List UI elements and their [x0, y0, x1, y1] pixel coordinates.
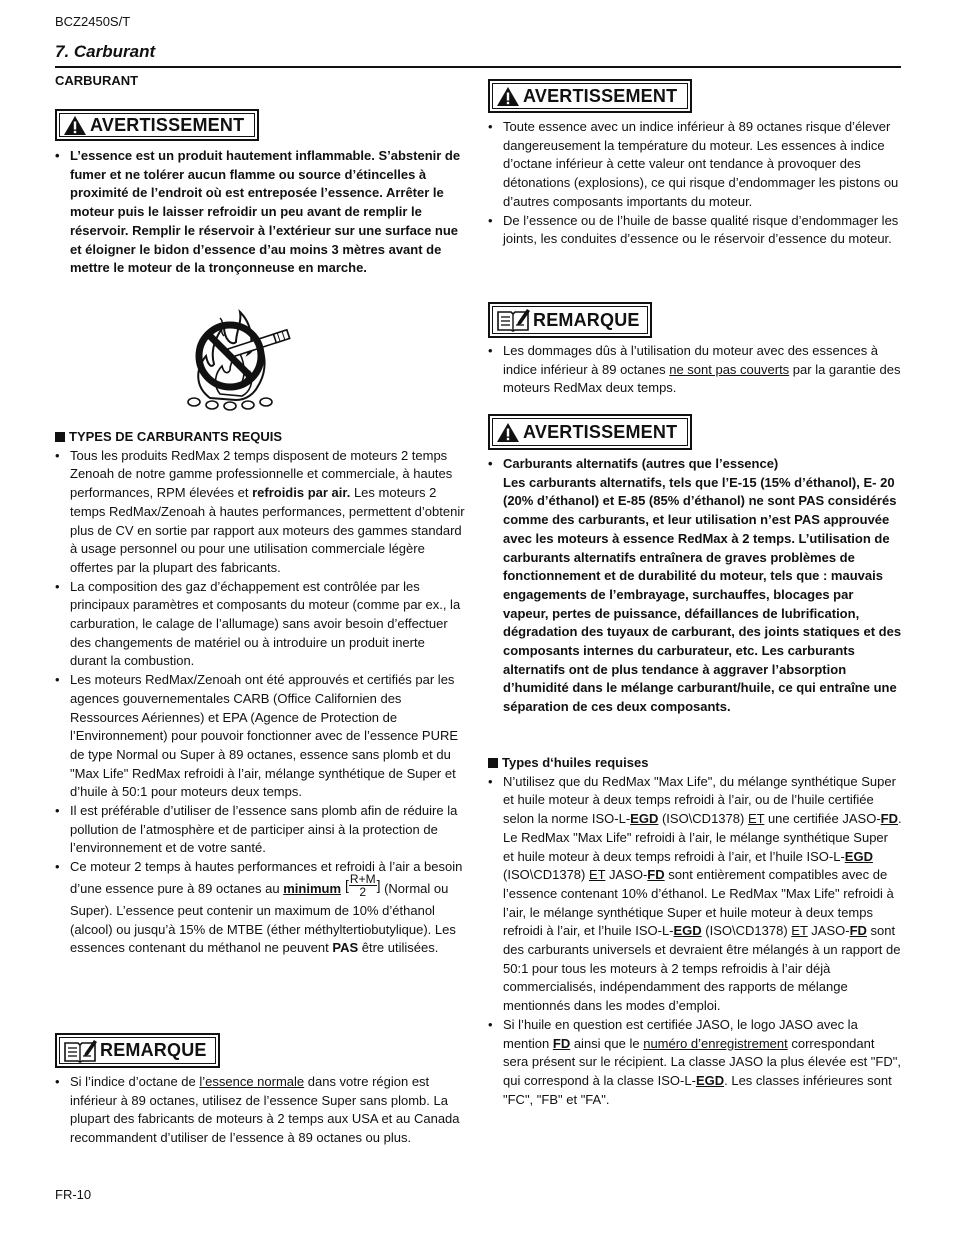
list-item: • La composition des gaz d’échappement est contrôlée par les principaux paramètres et composants du moteur (comme par ex., la carburation, le calage de l’allumage) sans avoir besoin d’effectuer des changements de matériel ou à introduire un produit inerte durant la combustion. [55, 578, 465, 672]
list-item: • Si l’indice d’octane de l’essence normale dans votre région est inférieur à 89 octanes, utilisez de l’essence Super sans plomb. La plupart des fabricants de moteurs à 2 temps aux USA et au Canada recommandent d’utiliser de l’essence à 89 octanes ou plus. [55, 1073, 465, 1148]
oil-types-heading: Types d‘huiles requises [488, 754, 902, 773]
list-item: • L’essence est un produit hautement inflammable. S’abstenir de fumer et ne tolérer aucun flamme ou source d’étincelles à proximité de l’endroit où est entreposée l’essence. Arrêter le moteur puis le laisser refroidir un peu avant de remplir le réservoir. Remplir le réservoir à l’extérieur sur une surface nue et éloigner le bidon d’essence d’au moins 3 mètres avant de mettre le moteur de la tronçonneuse en marche. [55, 147, 465, 278]
note-label-box [488, 302, 652, 338]
model-number: BCZ2450S/T [55, 14, 131, 29]
warning-label: AVERTISSEMENT [523, 421, 678, 442]
list-item [488, 455, 902, 717]
warning-triangle-icon [496, 86, 520, 107]
list-item: • N’utilisez que du RedMax "Max Life", du mélange synthétique Super et huile moteur à deux temps refroidi à l’air, ou de l’huile certifiée selon la norme ISO-L-EGD (ISO\CD1378) ET une certifiée JASO-FD. Le RedMax "Max Life" refroidi à l’air, le mélange synthétique Super et huile moteur à deux temps refroidi à l’air, et l’huile ISO-L-EGD (ISO\CD1378) ET JASO-FD sont entièrement compatibles avec de l’essence contenant 10% d’éthanol. Le RedMax "Max Life" refroidi à l’air, le mélange synthétique Super et huile moteur à deux temps refroidi à l’air, et l’huile ISO-L-EGD (ISO\CD1378) ET JASO-FD sont des carburants universels et devraient être mélangés à un rapport de 50:1 pour tous les moteurs à 2 temps refroidis à l’air déjà commercialisés, indépendamment des rapports de mélange mentionnés dans les modes d’emploi. [488, 773, 902, 1016]
warning-label: AVERTISSEMENT [523, 85, 678, 106]
page-number: FR-10 [55, 1187, 92, 1202]
warning-label: AVERTISSEMENT [90, 114, 245, 135]
octane-warning-text [488, 118, 902, 249]
book-pencil-icon [496, 308, 530, 332]
fuel-types-section [55, 428, 465, 958]
list-item: • Ce moteur 2 temps à hautes performances et refroidi à l’air a besoin d’une essence pure à 89 octanes au minimum [ R+M 2 ] (Normal ou Super). L’essence peut contenir un maximum de 10% d’éthanol (alcool) ou jusqu’à 15% de MTBE (éther méthyltertiobutylique). Les essences contenant du méthanol ne peuvent PAS être utilisées. [55, 858, 465, 958]
fuel-types-heading: TYPES DE CARBURANTS REQUIS [55, 428, 465, 447]
list-item: • Toute essence avec un indice inférieur à 89 octanes risque d’élever dangereusement la température du moteur. Les essences à indice d’octane inférieur à cette valeur ont tendance à provoquer des détonations (explosions), ce qui risque d’endommager les pistons ou d’autres composants importants du moteur. [488, 118, 902, 212]
warning-triangle-icon [496, 422, 520, 443]
list-item: • Tous les produits RedMax 2 temps disposent de moteurs 2 temps Zenoah de notre gamme professionnelle et commerciale, à hautes performances, RPM élevées et refroidis par air. Les moteurs 2 temps RedMax/Zenoah à hautes performances, permettent d’obtenir plus de CV en sortie par rapport aux moteurs des gammes standard à usage personnel ou pour une utilisation commerciale légère offertes par la plupart des fabricants. [55, 447, 465, 578]
no-fire-no-smoking-icon [180, 306, 298, 412]
alt-fuels-warning-text [488, 455, 902, 717]
alt-fuels-body: Les carburants alternatifs, tels que l’E-15 (15% d’éthanol), E- 20 (20% d’éthanol) et E-85 (85% d’éthanol) ne sont PAS considérés comme des carburants, et leur utilisation n’est PAS approuvée avec les moteurs à essence RedMax à 2 temps. L’utilisation de carburants alternatifs entraînera de graves problèmes de fonctionnement et de durabilité du moteur, tels que : mauvais engagements de l’embrayage, surchauffes, blocages par vapeur, pertes de puissance, défaillances de lubrification, dégradation des tuyaux de carburant, des joints statiques et des composants internes du carburateur, etc. Les carburants alternatifs ont de plus tendance à aggraver l’absorption d’humidité dans le mélange carburant/huile, ce qui entraîne une séparation de ces deux composants. [503, 474, 902, 715]
book-pencil-icon [63, 1039, 97, 1063]
warning-label-box [488, 79, 692, 113]
list-item: • Il est préférable d’utiliser de l’essence sans plomb afin de réduire la pollution de l’atmosphère et de participer ainsi à la protection de l’environnement et de votre santé. [55, 802, 465, 858]
note-label: REMARQUE [100, 1040, 207, 1060]
warning-label-box [55, 109, 259, 141]
warning-label-box [488, 414, 692, 450]
warning-triangle-icon [63, 115, 87, 136]
note-label: REMARQUE [533, 309, 640, 330]
note-label-box [55, 1033, 220, 1068]
list-item: • Les dommages dûs à l’utilisation du moteur avec des essences à indice inférieur à 89 octanes ne sont pas couverts par la garantie des moteurs RedMax deux temps. [488, 342, 902, 398]
alt-fuels-title: • Carburants alternatifs (autres que l’essence) [503, 456, 779, 471]
list-item: • Les moteurs RedMax/Zenoah ont été approuvés et certifiés par les agences gouvernementales CARB (Office Californien des Ressources Aériennes) et EPA (Agence de Protection de l’Environnement) pour pouvoir fonctionner avec de l’essence PURE de type Normal ou Super à 89 octanes, essence sans plomb et du "Max Life" RedMax refroidi à l’air, mélange synthétique de Super et d’huile à 50:1 pour moteurs deux temps. [55, 671, 465, 802]
octane-formula: [ R+M 2 ] [345, 871, 381, 899]
list-item: • De l’essence ou de l’huile de basse qualité risque d’endommager les joints, les conduites d’essence ou le réservoir d’essence du moteur. [488, 212, 902, 249]
oil-types-section [488, 754, 902, 1109]
note-text-right [488, 342, 902, 398]
note-text-left [55, 1073, 465, 1148]
list-item: • Si l’huile en question est certifiée JASO, le logo JASO avec la mention FD ainsi que le numéro d’enregistrement correspondant sera présent sur le récipient. La classe JASO la plus élevée est "FD", qui correspond à la classe ISO-L-EGD. Les classes inférieures sont "FC", "FB" et "FA". [488, 1016, 902, 1110]
section-title: 7. Carburant [55, 42, 156, 61]
square-bullet-icon [488, 758, 498, 768]
fire-warning-text [55, 147, 465, 278]
title-divider [55, 66, 901, 68]
section-subhead: CARBURANT [55, 73, 139, 88]
square-bullet-icon [55, 432, 65, 442]
